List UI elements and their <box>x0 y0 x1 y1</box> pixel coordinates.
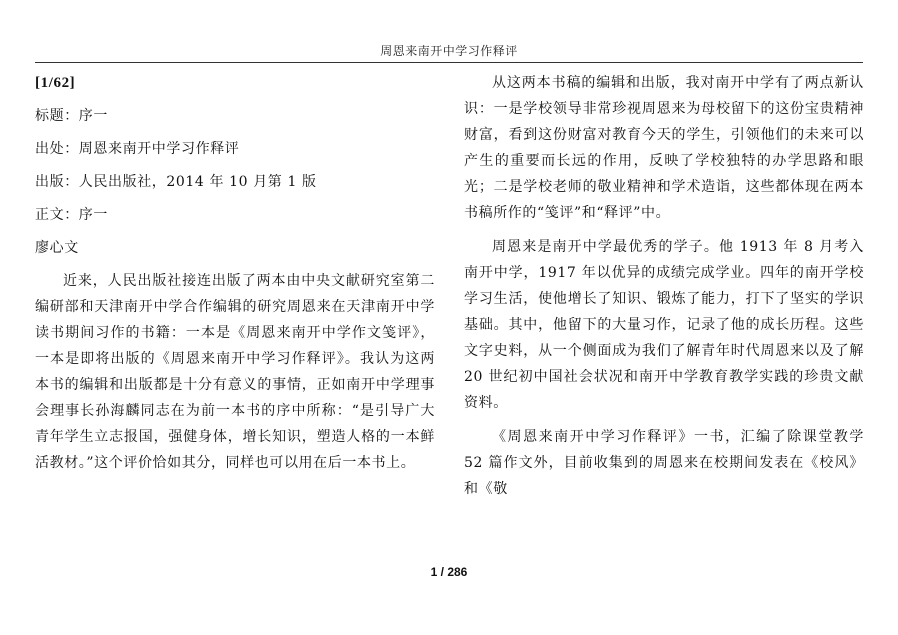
body-label-line: 正文：序一 <box>35 207 108 223</box>
page-reference: [1/62] <box>35 75 76 91</box>
body-paragraph: 周恩来是南开中学最优秀的学子。他 1913 年 8 月考入南开中学，1917 年以优异的成绩完成学业。四年的南开学校学习生活，使他增长了知识、锻炼了能力，打下了坚实的学识基础。其中，他留下的大量习作，记录了他的成长历程。这些文字史料，从一个侧面成为我们了解青年时代周恩来以及了解 20 世纪初中国社会状况和南开中学教育教学实践的珍贵文献资料。 <box>464 239 864 411</box>
header-rule <box>35 62 863 63</box>
right-column <box>464 70 864 510</box>
title-line: 标题：序一 <box>35 108 108 124</box>
left-column <box>35 70 435 484</box>
running-header: 周恩来南开中学习作释评 <box>380 44 518 58</box>
body-paragraph: 近来，人民出版社接连出版了两本由中央文献研究室第二编研部和天津南开中学合作编辑的研究周恩来在天津南开中学读书期间习作的书籍：一本是《周恩来南开中学作文笺评》，一本是即将出版的《周恩来南开中学习作释评》。我认为这两本书的编辑和出版都是十分有意义的事情，正如南开中学理事会理事长孙海麟同志在为前一本书的序中所称：“是引导广大青年学生立志报国，强健身体，增长知识，塑造人格的一本鲜活教材。”这个评价恰如其分，同样也可以用在后一本书上。 <box>35 273 435 471</box>
publisher-line: 出版：人民出版社，2014 年 10 月第 1 版 <box>35 174 317 190</box>
source-line: 出处：周恩来南开中学习作释评 <box>35 141 240 157</box>
page-indicator: 1 / 286 <box>430 565 468 579</box>
body-paragraph: 从这两本书稿的编辑和出版，我对南开中学有了两点新认识：一是学校领导非常珍视周恩来为母校留下的这份宝贵精神财富，看到这份财富对教育今天的学生，引领他们的未来可以产生的重要而长远的作用，反映了学校独特的办学思路和眼光；二是学校老师的敬业精神和学术造诣，这些都体现在两本书稿所作的“笺评”和“释评”中。 <box>464 75 864 221</box>
author-name: 廖心文 <box>35 240 79 256</box>
body-paragraph: 《周恩来南开中学习作释评》一书，汇编了除课堂教学 52 篇作文外，目前收集到的周恩来在校期间发表在《校风》和《敬 <box>464 429 864 497</box>
